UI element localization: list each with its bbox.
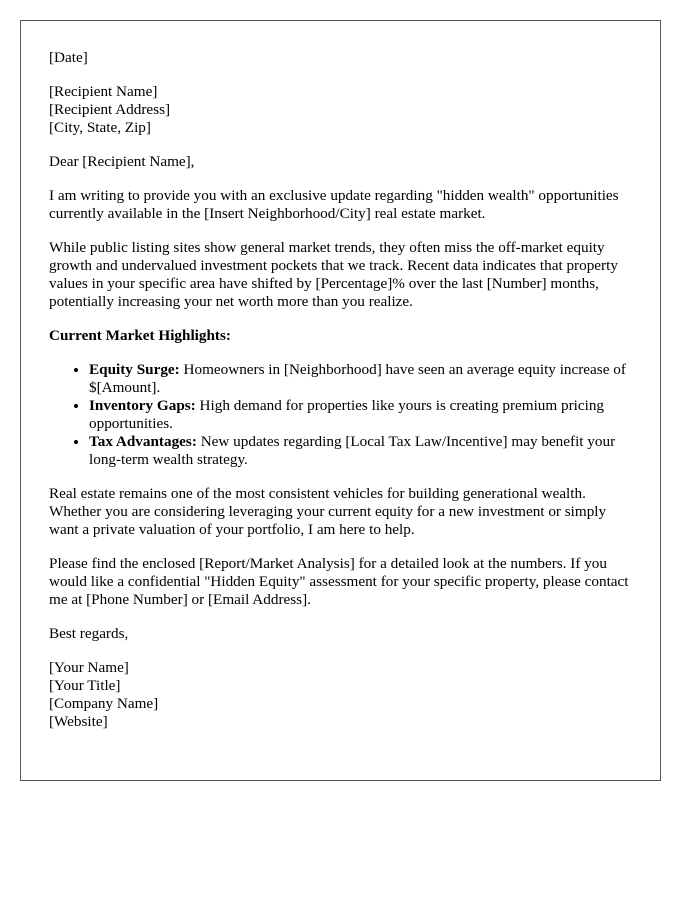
closing-paragraph: Real estate remains one of the most consistent vehicles for building generational wealth. Whether you are considering leveraging your current equity for a new investment or simply want a private valuation of your portfolio, I am here to help. bbox=[49, 485, 607, 538]
highlight-term: Tax Advantages: bbox=[89, 433, 197, 450]
signature-title: [Your Title] bbox=[49, 677, 121, 694]
highlight-text: Homeowners in [Neighborhood] have seen an average equity increase of $[Amount]. bbox=[89, 361, 626, 396]
highlights-list bbox=[49, 361, 632, 469]
recipient-address: [Recipient Address] bbox=[49, 101, 171, 118]
recipient-name: [Recipient Name] bbox=[49, 83, 158, 100]
highlight-term: Inventory Gaps: bbox=[89, 397, 196, 414]
salutation: Dear [Recipient Name], bbox=[49, 153, 195, 170]
enclosure-paragraph: Please find the enclosed [Report/Market Analysis] for a detailed look at the numbers. If you would like a confidential "Hidden Equity" assessment for your specific property, please contact me at [Phone Number] or [Email Address]. bbox=[49, 555, 629, 608]
signature-company: [Company Name] bbox=[49, 695, 159, 712]
signature-name: [Your Name] bbox=[49, 659, 129, 676]
highlight-item bbox=[89, 361, 632, 397]
signature-website: [Website] bbox=[49, 713, 108, 730]
signoff: Best regards, bbox=[49, 625, 129, 642]
recipient-block bbox=[49, 83, 632, 137]
highlights-heading: Current Market Highlights: bbox=[49, 327, 231, 344]
letter-page bbox=[20, 20, 661, 781]
highlight-item bbox=[89, 397, 632, 433]
highlight-text: New updates regarding [Local Tax Law/Incentive] may benefit your long-term wealth strategy. bbox=[89, 433, 616, 468]
recipient-city-state-zip: [City, State, Zip] bbox=[49, 119, 151, 136]
intro-paragraph: I am writing to provide you with an exclusive update regarding "hidden wealth" opportunities currently available in the [Insert Neighborhood/City] real estate market. bbox=[49, 187, 619, 222]
highlight-text: High demand for properties like yours is creating premium pricing opportunities. bbox=[89, 397, 605, 432]
highlight-term: Equity Surge: bbox=[89, 361, 180, 378]
signature-block bbox=[49, 659, 632, 731]
highlight-item bbox=[89, 433, 632, 469]
context-paragraph: While public listing sites show general market trends, they often miss the off-market equity growth and undervalued investment pockets that we track. Recent data indicates that property values in your specific area have shifted by [Percentage]% over the last [Number] months, potentially increasing your net worth more than you realize. bbox=[49, 239, 618, 310]
letter-date: [Date] bbox=[49, 49, 88, 66]
